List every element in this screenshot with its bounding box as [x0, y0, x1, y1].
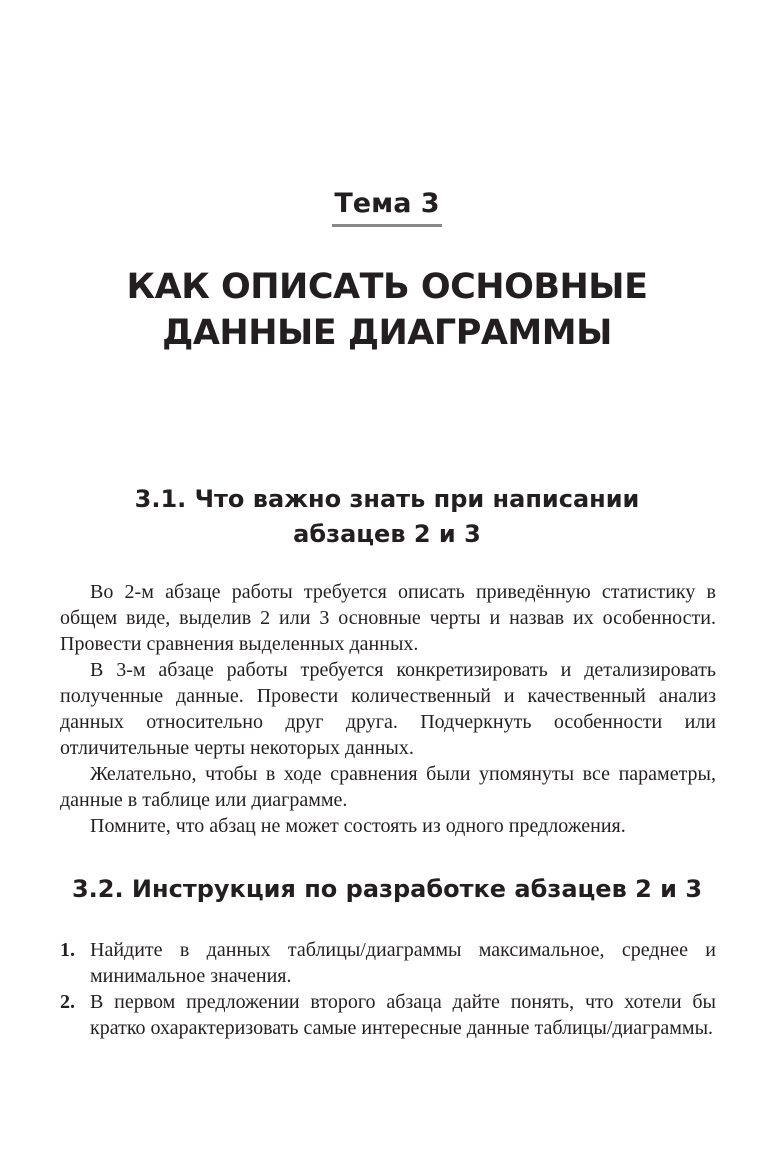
paragraph: Помните, что абзац не может состоять из одного предложения.	[90, 815, 626, 837]
paragraph: Желательно, чтобы в ходе сравнения были упомянуты все параметры, данные в таблице или диаграмме.	[60, 763, 716, 811]
list-item-text: Найдите в данных таблицы/диаграммы максимальное, среднее и минимальное значения.	[90, 939, 716, 987]
list-item	[60, 989, 716, 1041]
list-item-number: 2.	[60, 991, 75, 1013]
instruction-list	[60, 937, 716, 1041]
section-3-1-body	[60, 579, 716, 839]
section-title-3-2	[0, 872, 774, 907]
section-title-3-1	[0, 482, 774, 552]
chapter-title	[0, 264, 774, 356]
paragraph: Во 2-м абзаце работы требуется описать приведённую статистику в общем виде, выделив 2 или 3 основные черты и назвав их особенности. Провести сравнения выделенных данных.	[60, 581, 716, 655]
section-title-line: абзацев 2 и 3	[293, 520, 481, 548]
list-item-text: В первом предложении второго абзаца дайте понять, что хотели бы кратко охарактеризовать самые интересные данные таблицы/диаграммы.	[90, 991, 716, 1039]
list-item-number: 1.	[60, 939, 75, 961]
list-item	[60, 937, 716, 989]
section-title-line: 3.1. Что важно знать при написании	[134, 485, 640, 513]
topic-label: Тема 3	[332, 186, 441, 227]
paragraph: В 3-м абзаце работы требуется конкретизировать и детализировать полученные данные. Провести количественный и качественный анализ данных относительно друг друга. Подчеркнуть особенности или отличительные черты некоторых данных.	[60, 659, 716, 759]
section-title-line: 3.2. Инструкция по разработке абзацев 2 и 3	[71, 875, 703, 903]
chapter-title-line: ДАННЫЕ ДИАГРАММЫ	[162, 313, 612, 353]
topic-heading	[0, 186, 774, 227]
chapter-title-line: КАК ОПИСАТЬ ОСНОВНЫЕ	[126, 267, 648, 307]
